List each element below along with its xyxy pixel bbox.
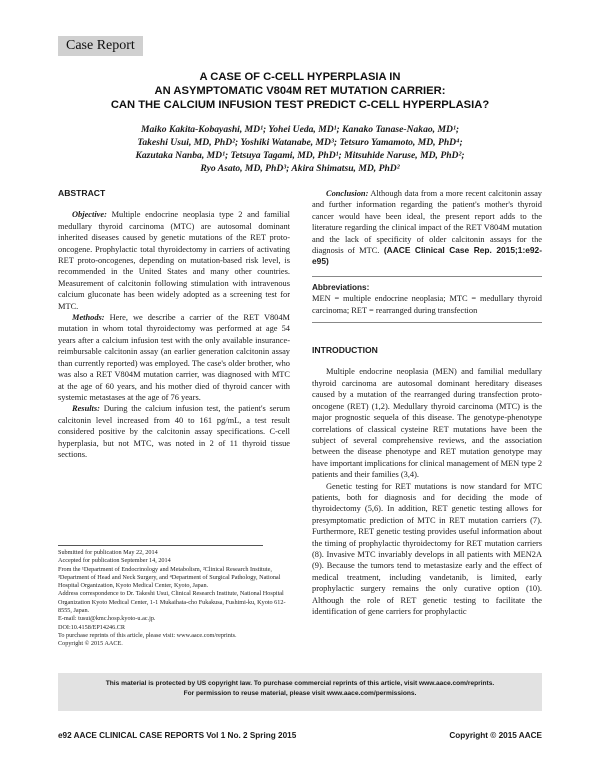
- methods-label: Methods:: [72, 313, 105, 323]
- objective-text: Multiple endocrine neoplasia type 2 and familial medullary thyroid carcinoma (MTC) are autosomal dominant inherited diseases caused by genetic mutations of the RET proto-oncogene. Prophylactic total thyroidectomy in carriers of activating RET proto-oncogenes, depending on mutation-based risk level, is recommended in the United States and many other countries. Measurement of calcitonin following stimulation with intravenous calcium gluconate has been widely adopted as a screening test for MTC.: [58, 210, 290, 311]
- footnote-doi: DOI:10.4158/EP14246.CR: [58, 623, 126, 631]
- footnote-affiliations: From the ¹Department of Endocrinology and Metabolism, ²Clinical Research Institute, ³Department of Head and Neck Surgery, and ⁴Department of Surgical Pathology, National Hospital Organization, Kyoto Medical Center, Kyoto, Japan.: [58, 565, 281, 590]
- footnote-correspondence: Address correspondence to Dr. Takeshi Usui, Clinical Research Institute, National Hospital Organization Kyoto Medical Center, 1-1 Mukaihata-cho Fukakusa, Fushimi-ku, Kyoto 612-8555, Japan.: [58, 590, 286, 615]
- introduction-paragraph: Genetic testing for RET mutations is now standard for MTC patients, both for diagnosis and for deciding the mode of thyroidectomy (5,6). In addition, RET genetic testing allows for presymptomatic prediction of MTC in RET mutation carriers (7). Furthermore, RET genetic testing provides useful information about the timing of prophylactic thyroidectomy for RET mutation carriers (8). Invasive MTC invariably develops in all patients with MEN2A (9). Because the tumors tend to metastasize early and the effect of medical treatment, including vandetanib, is limited, early prophylactic surgery remains the only curative option (10). Although the role of RET genetic testing to facilitate the identification of gene carriers for prophylactic: [312, 481, 542, 616]
- citation: (AACE Clinical Case Rep. 2015;1:e92-e95): [312, 245, 542, 267]
- abstract-conclusion: [312, 188, 542, 268]
- abstract-section: [58, 188, 290, 460]
- author-line: Takeshi Usui, MD, PhD²; Yoshiki Watanabe, MD³; Tetsuro Yamamoto, MD, PhD⁴;: [137, 137, 463, 148]
- article-title: [0, 70, 600, 112]
- introduction-paragraph: Multiple endocrine neoplasia (MEN) and familial medullary thyroid carcinoma are autosomal dominant hereditary diseases caused by a mutation of the rearranged during transfection proto-oncogene (RET) (1,2). Medullary thyroid carcinoma (MTC) is the major prognostic sequela of this disease. The genotype-phenotype correlations of classical cysteine RET mutations have been the subject of several comprehensive reviews, and the association between the disease phenotype and RET mutation genotype may have important implications for clinical management of MEN type 2 patients and their families (3,4).: [312, 367, 543, 480]
- methods-text: Here, we describe a carrier of the RET V804M mutation in whom total thyroidectomy was performed at age 54 years after a calcium infusion test with the only available insurance-reimbursable calcitonin assay (an earlier generation calcitonin assay than currently reported) was employed. The case's older brother, who was also a RET V804M mutation carrier, was diagnosed with MTC at the age of 60 years, and his mother died of thyroid cancer with systemic metastases at the age of 76 years.: [58, 313, 290, 402]
- right-column: [312, 188, 542, 617]
- author-line: Kazutaka Nanba, MD¹; Tetsuya Tagami, MD, PhD¹; Mitsuhide Naruse, MD, PhD²;: [135, 150, 465, 161]
- article-type-tag: Case Report: [58, 36, 143, 56]
- abbreviations-box: [312, 276, 542, 323]
- introduction-heading: INTRODUCTION: [312, 345, 378, 356]
- title-line: A CASE OF C-CELL HYPERPLASIA IN: [199, 71, 401, 83]
- author-line: Ryo Asato, MD, PhD³; Akira Shimatsu, MD, PhD²: [200, 163, 400, 174]
- abstract-results: [58, 403, 290, 460]
- author-list: [80, 123, 520, 175]
- title-line: AN ASYMPTOMATIC V804M RET MUTATION CARRIER:: [154, 85, 446, 97]
- notice-line: For permission to reuse material, please visit www.aace.com/permissions.: [183, 690, 417, 697]
- footer-copyright: Copyright © 2015 AACE: [449, 731, 542, 740]
- footer-journal: e92 AACE CLINICAL CASE REPORTS Vol 1 No. 2 Spring 2015: [58, 731, 297, 740]
- footnote-divider: [58, 545, 263, 546]
- footnote-copyright: Copyright © 2015 AACE.: [58, 640, 123, 648]
- footnotes: [58, 549, 290, 649]
- abstract-heading: ABSTRACT: [58, 188, 106, 198]
- author-line: Maiko Kakita-Kobayashi, MD¹; Yohei Ueda, MD¹; Kanako Tanase-Nakao, MD¹;: [140, 124, 460, 135]
- abstract-objective: [58, 209, 290, 312]
- conclusion-text: Although data from a more recent calcitonin assay and further information regarding the patient's mother's thyroid cancer would have been ideal, the present report adds to the literature regarding the clinical impact of the RET V804M mutation and the lack of specificity of older calcitonin assays for the diagnosis of MTC.: [312, 189, 542, 256]
- footnote-submitted: Submitted for publication May 22, 2014: [58, 549, 158, 556]
- results-text: During the calcium infusion test, the patient's serum calcitonin level increased from 40 to 161 pg/mL, a test result considered positive by the calcitonin assay specifications. C-cell hyperplasia, but not MTC, was noted in 2 of 11 thyroid tissue sections.: [58, 404, 290, 459]
- conclusion-label: Conclusion:: [326, 189, 369, 198]
- footnote-email: E-mail: tusui@kmc.hosp.kyoto-u.ac.jp.: [58, 615, 156, 623]
- objective-label: Objective:: [72, 210, 107, 220]
- abbreviations-heading: Abbreviations:: [312, 282, 370, 292]
- footnote-accepted: Accepted for publication September 14, 2014: [58, 557, 171, 565]
- results-label: Results:: [72, 404, 100, 414]
- abstract-methods: [58, 312, 290, 403]
- copyright-notice: [58, 673, 542, 711]
- abbreviations-text: MEN = multiple endocrine neoplasia; MTC = medullary thyroid carcinoma; RET = rearranged during transfection: [312, 294, 542, 315]
- page-footer: [58, 731, 542, 740]
- notice-line: This material is protected by US copyright law. To purchase commercial reprints of this article, visit www.aace.com/reprints.: [105, 680, 495, 687]
- footnote-reprints: To purchase reprints of this article, please visit: www.aace.com/reprints.: [58, 631, 237, 639]
- title-line: CAN THE CALCIUM INFUSION TEST PREDICT C-CELL HYPERPLASIA?: [110, 99, 490, 111]
